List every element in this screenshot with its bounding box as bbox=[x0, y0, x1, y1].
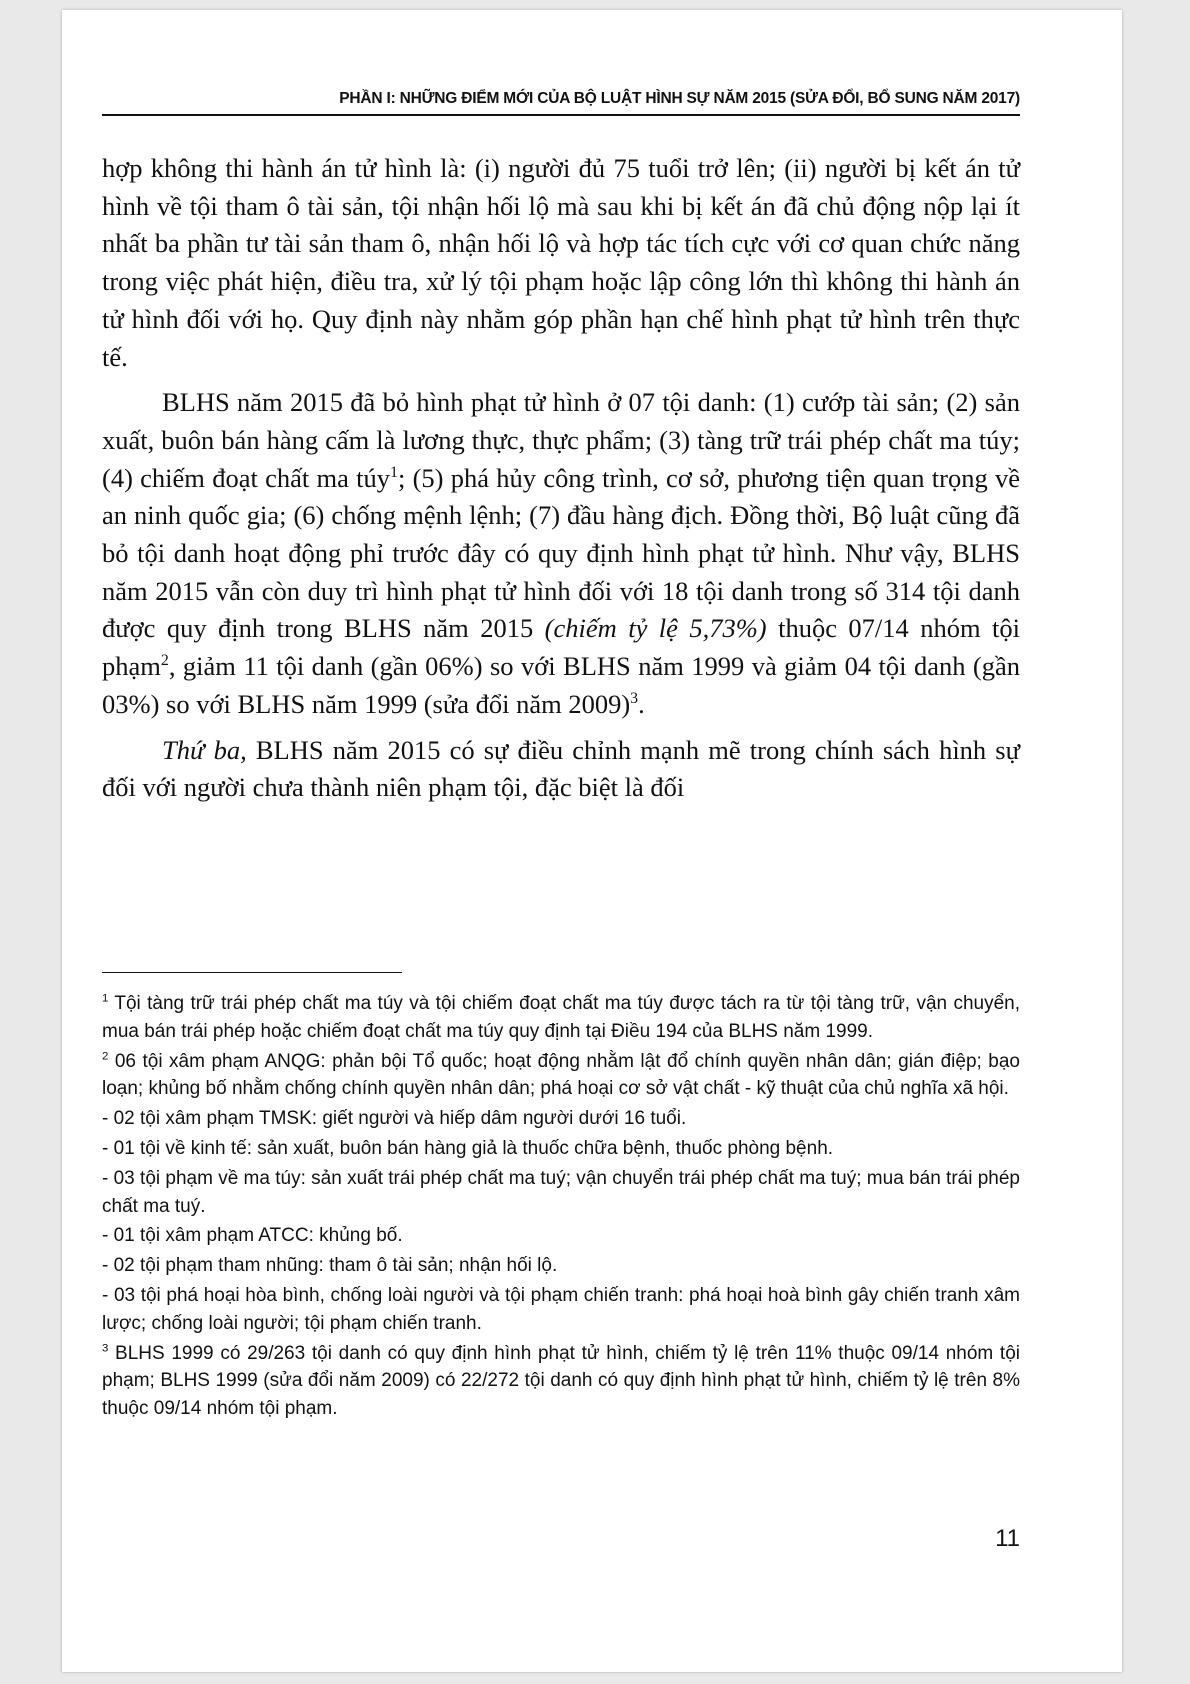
footnote-1 bbox=[102, 990, 1020, 1046]
paragraph-3 bbox=[102, 732, 1020, 807]
paragraph-2 bbox=[102, 384, 1020, 723]
paragraph-3-rest: BLHS năm 2015 có sự điều chỉnh mạnh mẽ trong chính sách hình sự đối với người chưa thành niên phạm tội, đặc biệt là đối bbox=[102, 734, 1020, 803]
paragraph-3-italic: Thứ ba, bbox=[162, 734, 247, 765]
footnote-ref-2[interactable]: 2 bbox=[160, 652, 169, 670]
footnote-2 bbox=[102, 1048, 1020, 1104]
paragraph-2-part-e: . bbox=[638, 688, 645, 719]
book-page bbox=[62, 10, 1122, 1672]
footnote-2-item: - 03 tội phá hoại hòa bình, chống loài người và tội phạm chiến tranh: phá hoại hoà bình gây chiến tranh xâm lược; chống loài người; tội phạm chiến tranh. bbox=[102, 1284, 1020, 1334]
footnote-ref-1[interactable]: 1 bbox=[390, 463, 398, 481]
paragraph-2-part-d: , giảm 11 tội danh (gần 06%) so với BLHS năm 1999 và giảm 04 tội danh (gần 03%) so với BLHS năm 1999 (sửa đổi năm 2009) bbox=[102, 651, 1020, 719]
footnote-separator bbox=[102, 972, 402, 973]
paragraph-1: hợp không thi hành án tử hình là: (i) người đủ 75 tuổi trở lên; (ii) người bị kết án tử hình về tội tham ô tài sản, tội nhận hối lộ mà sau khi bị kết án đã chủ động nộp lại ít nhất ba phần tư tài sản tham ô, nhận hối lộ và hợp tác tích cực với cơ quan chức năng trong việc phát hiện, điều tra, xử lý tội phạm hoặc lập công lớn thì không thi hành án tử hình đối với họ. Quy định này nhằm góp phần hạn chế hình phạt tử hình trên thực tế. bbox=[102, 153, 1020, 372]
footnote-3-number: 3 bbox=[102, 1342, 109, 1355]
footnote-1-text: Tội tàng trữ trái phép chất ma túy và tội chiếm đoạt chất ma túy được tách ra từ tội tàng trữ, vận chuyển, mua bán trái phép hoặc chiếm đoạt chất ma túy quy định tại Điều 194 của BLHS năm 1999. bbox=[102, 993, 1020, 1042]
page-number: 11 bbox=[995, 1525, 1020, 1552]
footnote-2-item: - 02 tội xâm phạm TMSK: giết người và hiếp dâm người dưới 16 tuổi. bbox=[102, 1108, 687, 1130]
footnotes bbox=[102, 990, 1020, 1425]
footnote-2-item: - 02 tội phạm tham nhũng: tham ô tài sản; nhận hối lộ. bbox=[102, 1255, 558, 1277]
footnote-1-number: 1 bbox=[102, 992, 109, 1005]
footnote-3 bbox=[102, 1340, 1020, 1423]
paragraph-2-italic: (chiếm tỷ lệ 5,73%) bbox=[544, 613, 767, 644]
footnote-2-item: - 01 tội về kinh tế: sản xuất, buôn bán hàng giả là thuốc chữa bệnh, thuốc phòng bệnh. bbox=[102, 1137, 834, 1159]
running-header bbox=[102, 90, 1020, 116]
footnote-2-item: - 01 tội xâm phạm ATCC: khủng bố. bbox=[102, 1225, 403, 1247]
footnote-ref-3[interactable]: 3 bbox=[630, 690, 639, 708]
paragraph-2-part-b: ; (5) phá hủy công trình, cơ sở, phương tiện quan trọng về an ninh quốc gia; (6) chống mệnh lệnh; (7) đầu hàng địch. Đồng thời, Bộ luật cũng đã bỏ tội danh hoạt động phỉ trước đây có quy định hình phạt tử hình. Như vậy, BLHS năm 2015 vẫn còn duy trì hình phạt tử hình đối với 18 tội danh trong số 314 tội danh được quy định trong BLHS năm 2015 bbox=[102, 462, 1020, 644]
paragraph-2-part-a: BLHS năm 2015 đã bỏ hình phạt tử hình ở 07 tội danh: (1) cướp tài sản; (2) sản xuất, buôn bán hàng cấm là lương thực, thực phẩm; (3) tàng trữ trái phép chất ma túy; (4) chiếm đoạt chất ma túy bbox=[102, 387, 1020, 493]
footnote-2-text: 06 tội xâm phạm ANQG: phản bội Tổ quốc; hoạt động nhằm lật đổ chính quyền nhân dân; gián điệp; bạo loạn; khủng bố nhằm chống chính quyền nhân dân; phá hoại cơ sở vật chất - kỹ thuật của chủ nghĩa xã hội. bbox=[102, 1050, 1020, 1100]
main-text bbox=[102, 150, 1020, 815]
paragraph-2-part-c: thuộc 07/14 nhóm tội phạm bbox=[102, 613, 1020, 682]
footnote-2-number: 2 bbox=[102, 1050, 109, 1063]
footnote-3-text: BLHS 1999 có 29/263 tội danh có quy định hình phạt tử hình, chiếm tỷ lệ trên 11% thuộc 09/14 nhóm tội phạm; BLHS 1999 (sửa đổi năm 2009) có 22/272 tội danh có quy định hình phạt tử hình, chiếm tỷ lệ trên 8% thuộc 09/14 nhóm tội phạm. bbox=[102, 1342, 1020, 1420]
running-title: PHẦN I: NHỮNG ĐIỂM MỚI CỦA BỘ LUẬT HÌNH SỰ NĂM 2015 (SỬA ĐỔI, BỔ SUNG NĂM 2017) bbox=[339, 90, 1020, 107]
footnote-2-item: - 03 tội phạm về ma túy: sản xuất trái phép chất ma tuý; vận chuyển trái phép chất ma tuý; mua bán trái phép chất ma tuý. bbox=[102, 1167, 1020, 1217]
